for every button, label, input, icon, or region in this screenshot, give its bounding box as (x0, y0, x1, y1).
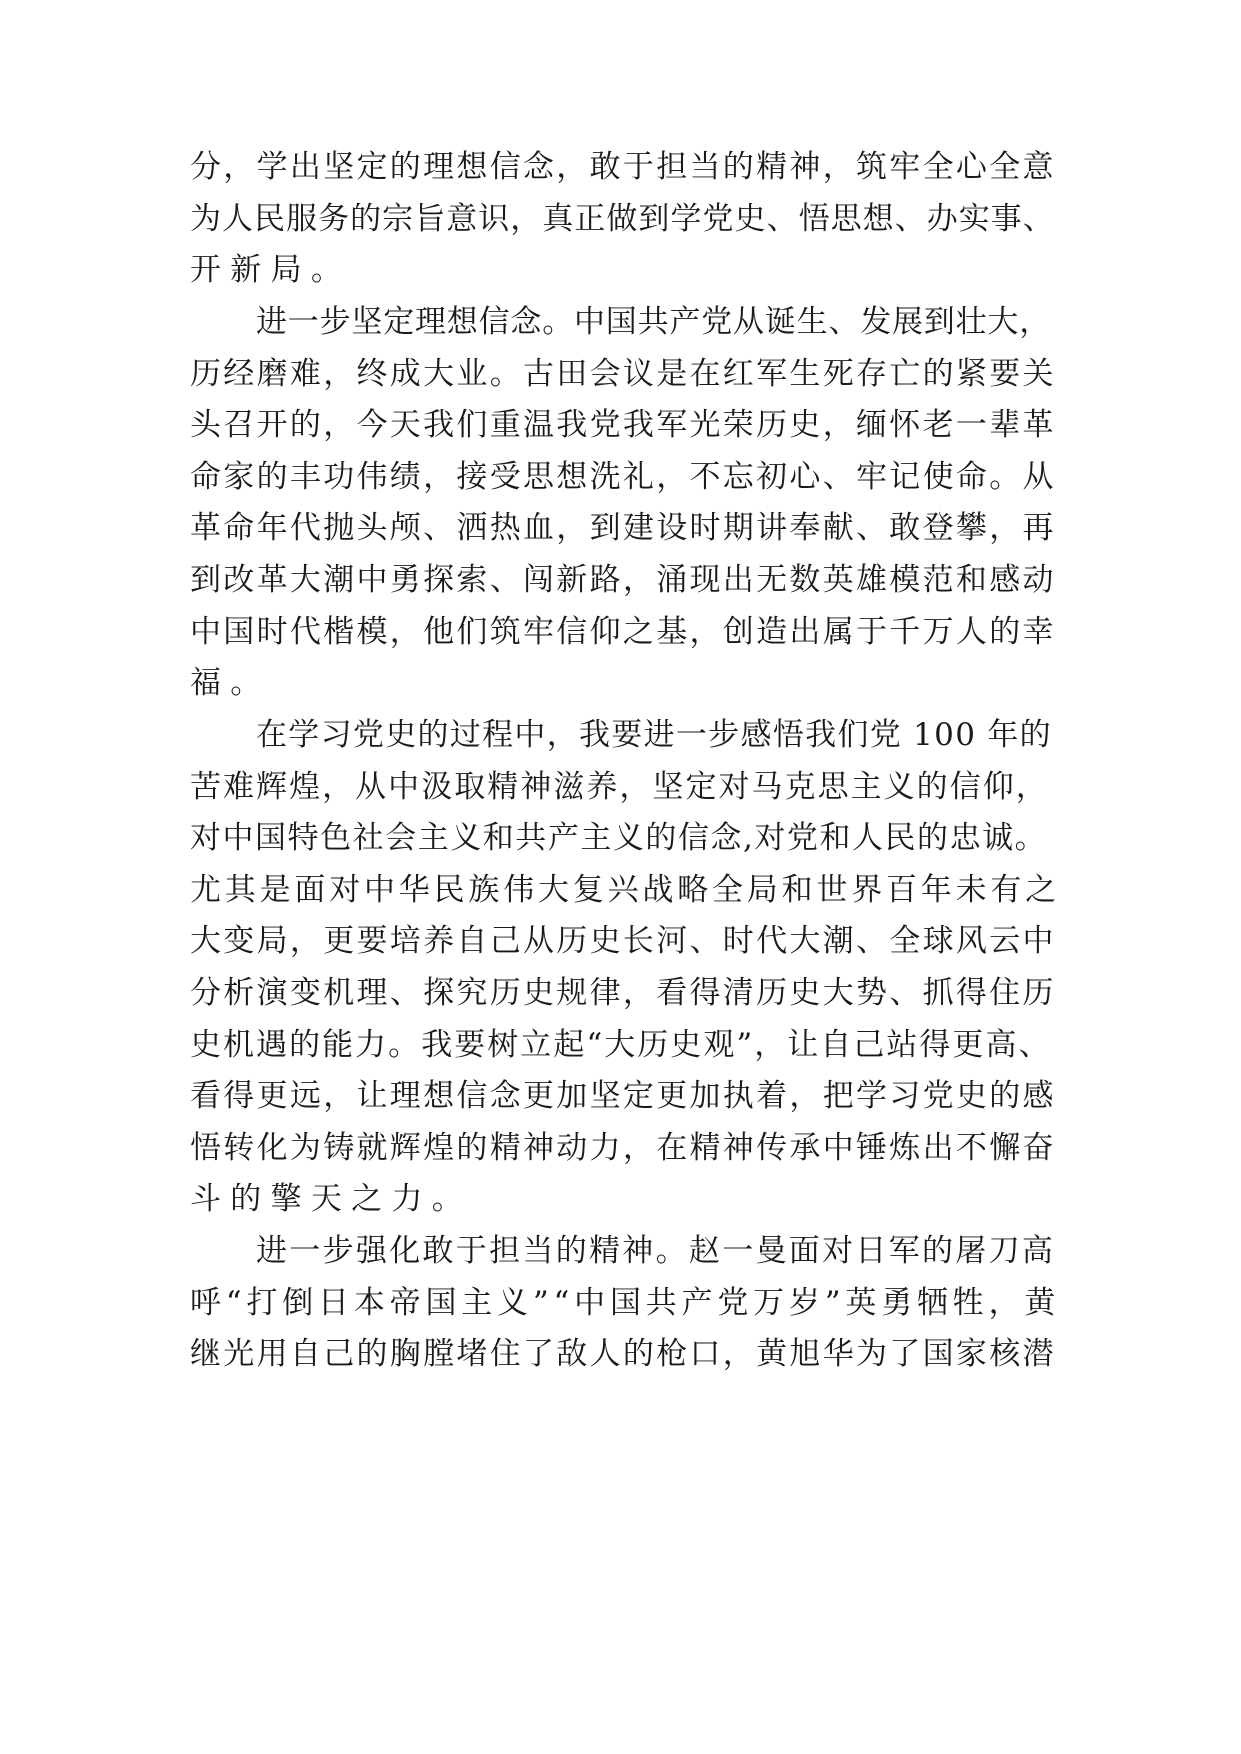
text-line-9: 到改革大潮中勇探索、闯新路，涌现出无数英雄模范和感动 (190, 562, 1056, 598)
text-line-22: 进一步强化敢于担当的精神。赵一曼面对日军的屠刀高 (256, 1233, 1056, 1269)
text-line-12: 在学习党史的过程中，我要进一步感悟我们党 100 年的 (256, 717, 1052, 753)
text-line-11: 福。 (190, 665, 271, 701)
text-line-4: 进一步坚定理想信念。中国共产党从诞生、发展到壮大， (256, 304, 1051, 340)
text-line-2: 为人民服务的宗旨意识，真正做到学党史、悟思想、办实事、 (190, 201, 1055, 237)
text-line-17: 分析演变机理、探究历史规律，看得清历史大势、抓得住历 (190, 975, 1056, 1011)
text-line-8: 革命年代抛头颅、洒热血，到建设时期讲奉献、敢登攀，再 (190, 510, 1056, 546)
text-line-6: 头召开的，今天我们重温我党我军光荣历史，缅怀老一辈革 (190, 407, 1056, 443)
text-line-1: 分，学出坚定的理想信念，敢于担当的精神，筑牢全心全意 (190, 149, 1056, 185)
text-line-20: 悟转化为铸就辉煌的精神动力，在精神传承中锤炼出不懈奋 (190, 1130, 1056, 1166)
text-line-10: 中国时代楷模，他们筑牢信仰之基，创造出属于千万人的幸 (190, 614, 1056, 650)
text-line-14: 对中国特色社会主义和共产主义的信念,对党和人民的忠诚。 (190, 820, 1048, 856)
text-line-21: 斗的擎天之力。 (190, 1181, 473, 1217)
text-line-5: 历经磨难，终成大业。古田会议是在红军生死存亡的紧要关 (190, 356, 1056, 392)
text-line-16: 大变局，更要培养自己从历史长河、时代大潮、全球风云中 (190, 923, 1056, 959)
text-line-18: 史机遇的能力。我要树立起“大历史观”，让自己站得更高、 (190, 1027, 1052, 1063)
text-line-19: 看得更远，让理想信念更加坚定更加执着，把学习党史的感 (190, 1078, 1056, 1114)
text-line-7: 命家的丰功伟绩，接受思想洗礼，不忘初心、牢记使命。从 (190, 459, 1056, 495)
text-line-24: 继光用自己的胸膛堵住了敌人的枪口，黄旭华为了国家核潜 (190, 1336, 1056, 1372)
text-line-15: 尤其是面对中华民族伟大复兴战略全局和世界百年未有之 (190, 872, 1060, 908)
text-line-13: 苦难辉煌，从中汲取精神滋养，坚定对马克思主义的信仰， (190, 769, 1049, 805)
text-line-3: 开新局。 (190, 252, 352, 288)
text-line-23: 呼“打倒日本帝国主义”“中国共产党万岁”英勇牺牲，黄 (190, 1285, 1061, 1321)
